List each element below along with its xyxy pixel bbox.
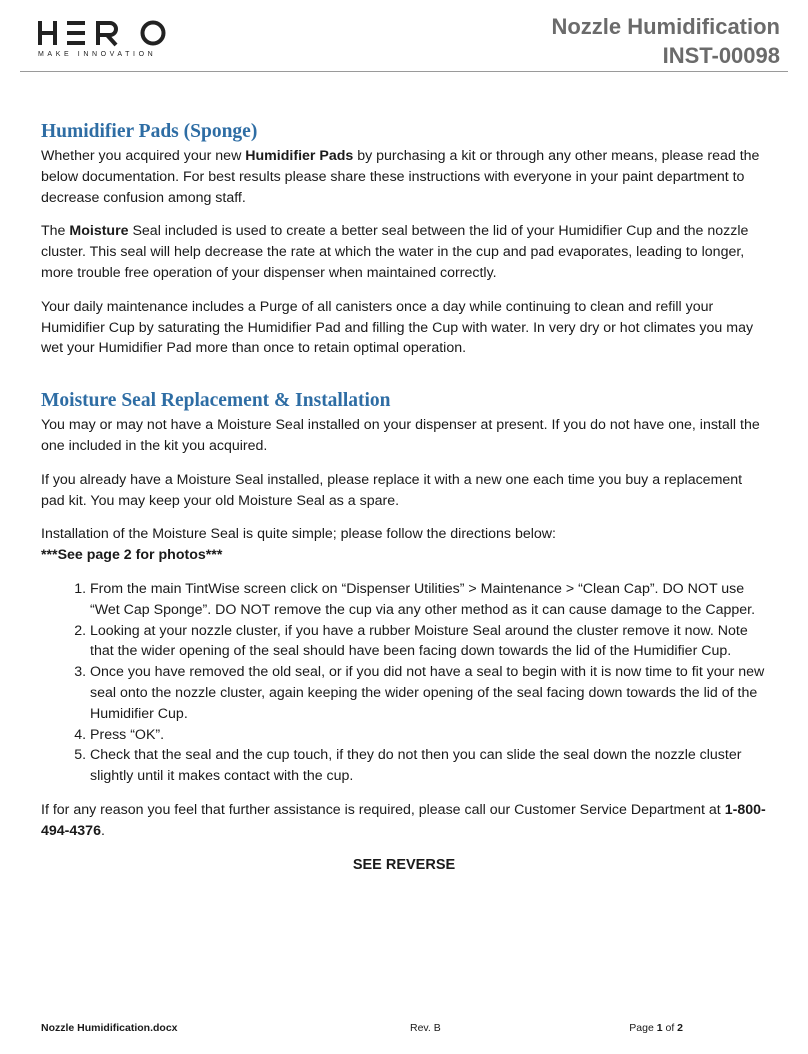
section-heading-moisture-seal: Moisture Seal Replacement & Installation — [41, 390, 391, 412]
paragraph-moisture-seal: The Moisture Seal included is used to create a better seal between the lid of your Humidifier Cup and the nozzle cluster. This seal will help decrease the rate at which the water in the cup and pad evaporates, leading to longer, more trouble free operation of your dispenser when maintained correctly. — [41, 223, 749, 281]
paragraph-intro: Whether you acquired your new Humidifier Pads by purchasing a kit or through any other means, please read the below documentation. For best results please share these instructions with everyone in your paint department to decrease confusion among staff. — [41, 148, 760, 206]
logo-tagline: MAKE INNOVATION — [38, 51, 157, 58]
document-body — [41, 118, 767, 875]
footer-revision: Rev. B — [410, 1022, 441, 1034]
installation-steps-list — [41, 579, 767, 787]
hero-logo-mark — [38, 18, 168, 48]
list-item: 1. From the main TintWise screen click on “Dispenser Utilities” > Maintenance > “Clean Cap”. DO NOT use “Wet Cap Sponge”. DO NOT remove the cup via any other method as it can cause damage to the Capper. — [90, 579, 767, 621]
list-item: 3. Once you have removed the old seal, or if you did not have a seal to begin with it is now time to fit your new seal onto the nozzle cluster, again keeping the wider opening of the seal facing down towards the lid of the Humidifier Cup. — [90, 662, 767, 724]
see-page-2-note: ***See page 2 for photos*** — [41, 547, 223, 564]
document-number: INST-00098 — [662, 43, 780, 68]
paragraph-daily-maintenance: Your daily maintenance includes a Purge of all canisters once a day while continuing to clean and refill your Humidifier Cup by saturating the Humidifier Pad and filling the Cup with water. In very dry or hot climates you may wet your Humidifier Pad more than once to retain optimal operation. — [41, 298, 754, 357]
paragraph-seal-status: You may or may not have a Moisture Seal installed on your dispenser at present. If you do not have one, install the one included in the kit you acquired. — [41, 417, 760, 454]
paragraph-seal-replace: If you already have a Moisture Seal installed, please replace it with a new one each time you buy a replacement pad kit. You may keep your old Moisture Seal as a spare. — [41, 471, 743, 509]
page-header — [0, 0, 808, 72]
bold-humidifier-pads: Humidifier Pads — [245, 148, 354, 164]
phone-number: 1-800-494-4376 — [41, 801, 766, 839]
page-footer — [41, 1022, 767, 1038]
bold-moisture: Moisture — [69, 223, 129, 240]
paragraph-installation-intro: Installation of the Moisture Seal is quite simple; please follow the directions below: ***See page 2 for photos*** — [41, 526, 556, 564]
header-divider — [20, 71, 788, 72]
see-reverse-label: SEE REVERSE — [352, 856, 456, 873]
list-item: 4. Press “OK”. — [90, 725, 767, 746]
document-title-name: Nozzle Humidification — [551, 14, 780, 39]
paragraph-contact: If for any reason you feel that further assistance is required, please call our Customer Service Department at 1-800-494-4376. — [41, 801, 766, 839]
hero-logo — [38, 18, 168, 60]
section-heading-humidifier-pads: Humidifier Pads (Sponge) — [41, 121, 258, 142]
document-title — [551, 12, 780, 70]
footer-page-number: Page 1 of 2 — [629, 1022, 683, 1034]
list-item: 5. Check that the seal and the cup touch, if they do not then you can slide the seal down the nozzle cluster slightly until it makes contact with the cup. — [90, 745, 767, 787]
list-item: 2. Looking at your nozzle cluster, if you have a rubber Moisture Seal around the cluster remove it now. Note that the wider opening of the seal should have been facing down towards the lid of the Humidifier Cup. — [90, 621, 767, 663]
footer-filename: Nozzle Humidification.docx — [41, 1022, 178, 1034]
